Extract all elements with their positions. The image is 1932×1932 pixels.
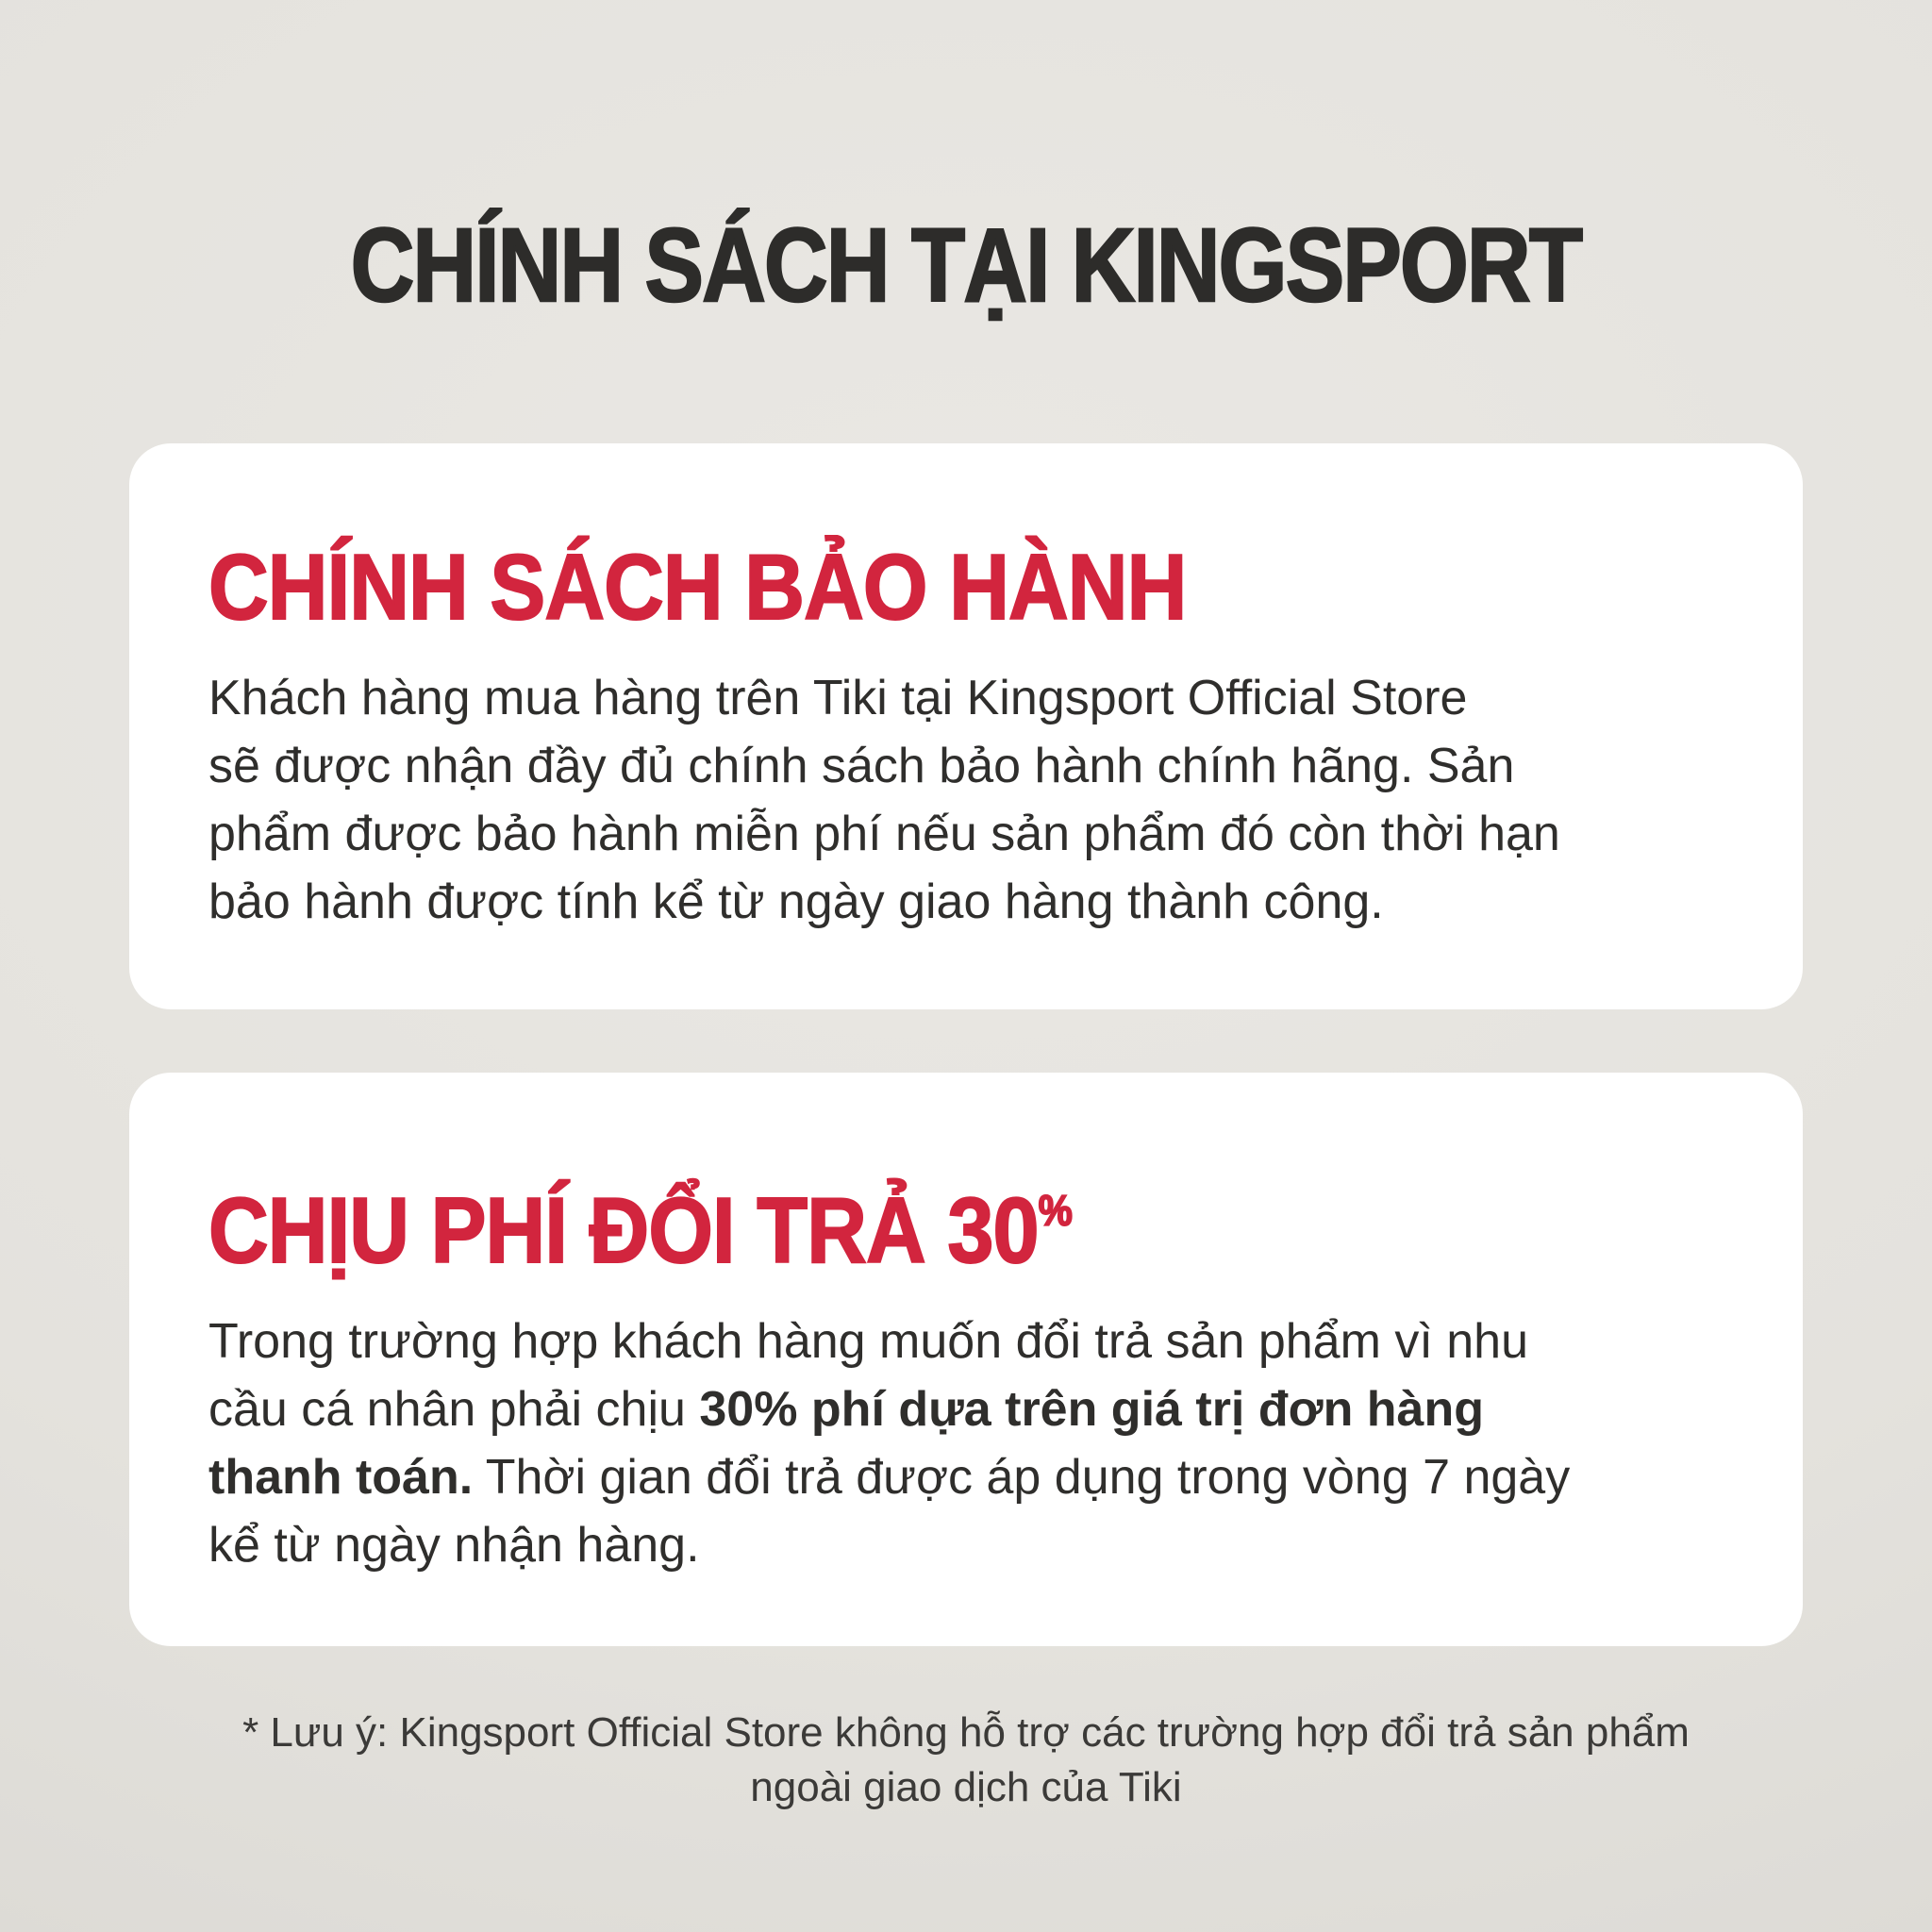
warranty-policy-heading: CHÍNH SÁCH BẢO HÀNH (208, 535, 1187, 639)
body-text: kể từ ngày nhận hàng. (208, 1517, 700, 1573)
body-line (208, 868, 1724, 936)
body-text: phẩm được bảo hành miễn phí nếu sản phẩm đó còn thời hạn (208, 806, 1560, 861)
footer-line (0, 1706, 1932, 1760)
body-line (208, 800, 1724, 868)
body-text: Khách hàng mua hàng trên Tiki tại Kingsport Official Store (208, 670, 1468, 725)
warranty-policy-body (208, 664, 1724, 936)
body-line (208, 664, 1724, 732)
body-text: Trong trường hợp khách hàng muốn đổi trả sản phẩm vì nhu (208, 1313, 1528, 1369)
body-text: bảo hành được tính kể từ ngày giao hàng thành công. (208, 874, 1384, 929)
body-text: cầu cá nhân phải chịu (208, 1381, 700, 1437)
return-fee-heading-text: CHỊU PHÍ ĐỔI TRẢ 30 (208, 1178, 1039, 1282)
body-text: sẽ được nhận đầy đủ chính sách bảo hành chính hãng. Sản (208, 738, 1515, 793)
body-line (208, 1307, 1724, 1375)
return-fee-heading (208, 1175, 1572, 1287)
body-line (208, 1511, 1724, 1579)
return-fee-body (208, 1307, 1724, 1579)
body-line (208, 1443, 1724, 1511)
body-line (208, 1375, 1724, 1443)
body-text: ngoài giao dịch của Tiki (750, 1764, 1182, 1810)
footer-line (0, 1760, 1932, 1815)
emphasized-text: 30% phí dựa trên giá trị đơn hàng (699, 1381, 1484, 1437)
body-line (208, 732, 1724, 800)
footer-note (0, 1706, 1932, 1815)
percent-superscript: % (1038, 1186, 1073, 1235)
emphasized-text: thanh toán. (208, 1449, 474, 1505)
warranty-policy-card (129, 443, 1803, 1009)
page-title: CHÍNH SÁCH TẠI KINGSPORT (350, 208, 1582, 324)
body-text: Thời gian đổi trả được áp dụng trong vòng 7 ngày (473, 1449, 1571, 1505)
body-text: * Lưu ý: Kingsport Official Store không hỗ trợ các trường hợp đổi trả sản phẩm (242, 1709, 1690, 1756)
return-fee-policy-card (129, 1073, 1803, 1646)
